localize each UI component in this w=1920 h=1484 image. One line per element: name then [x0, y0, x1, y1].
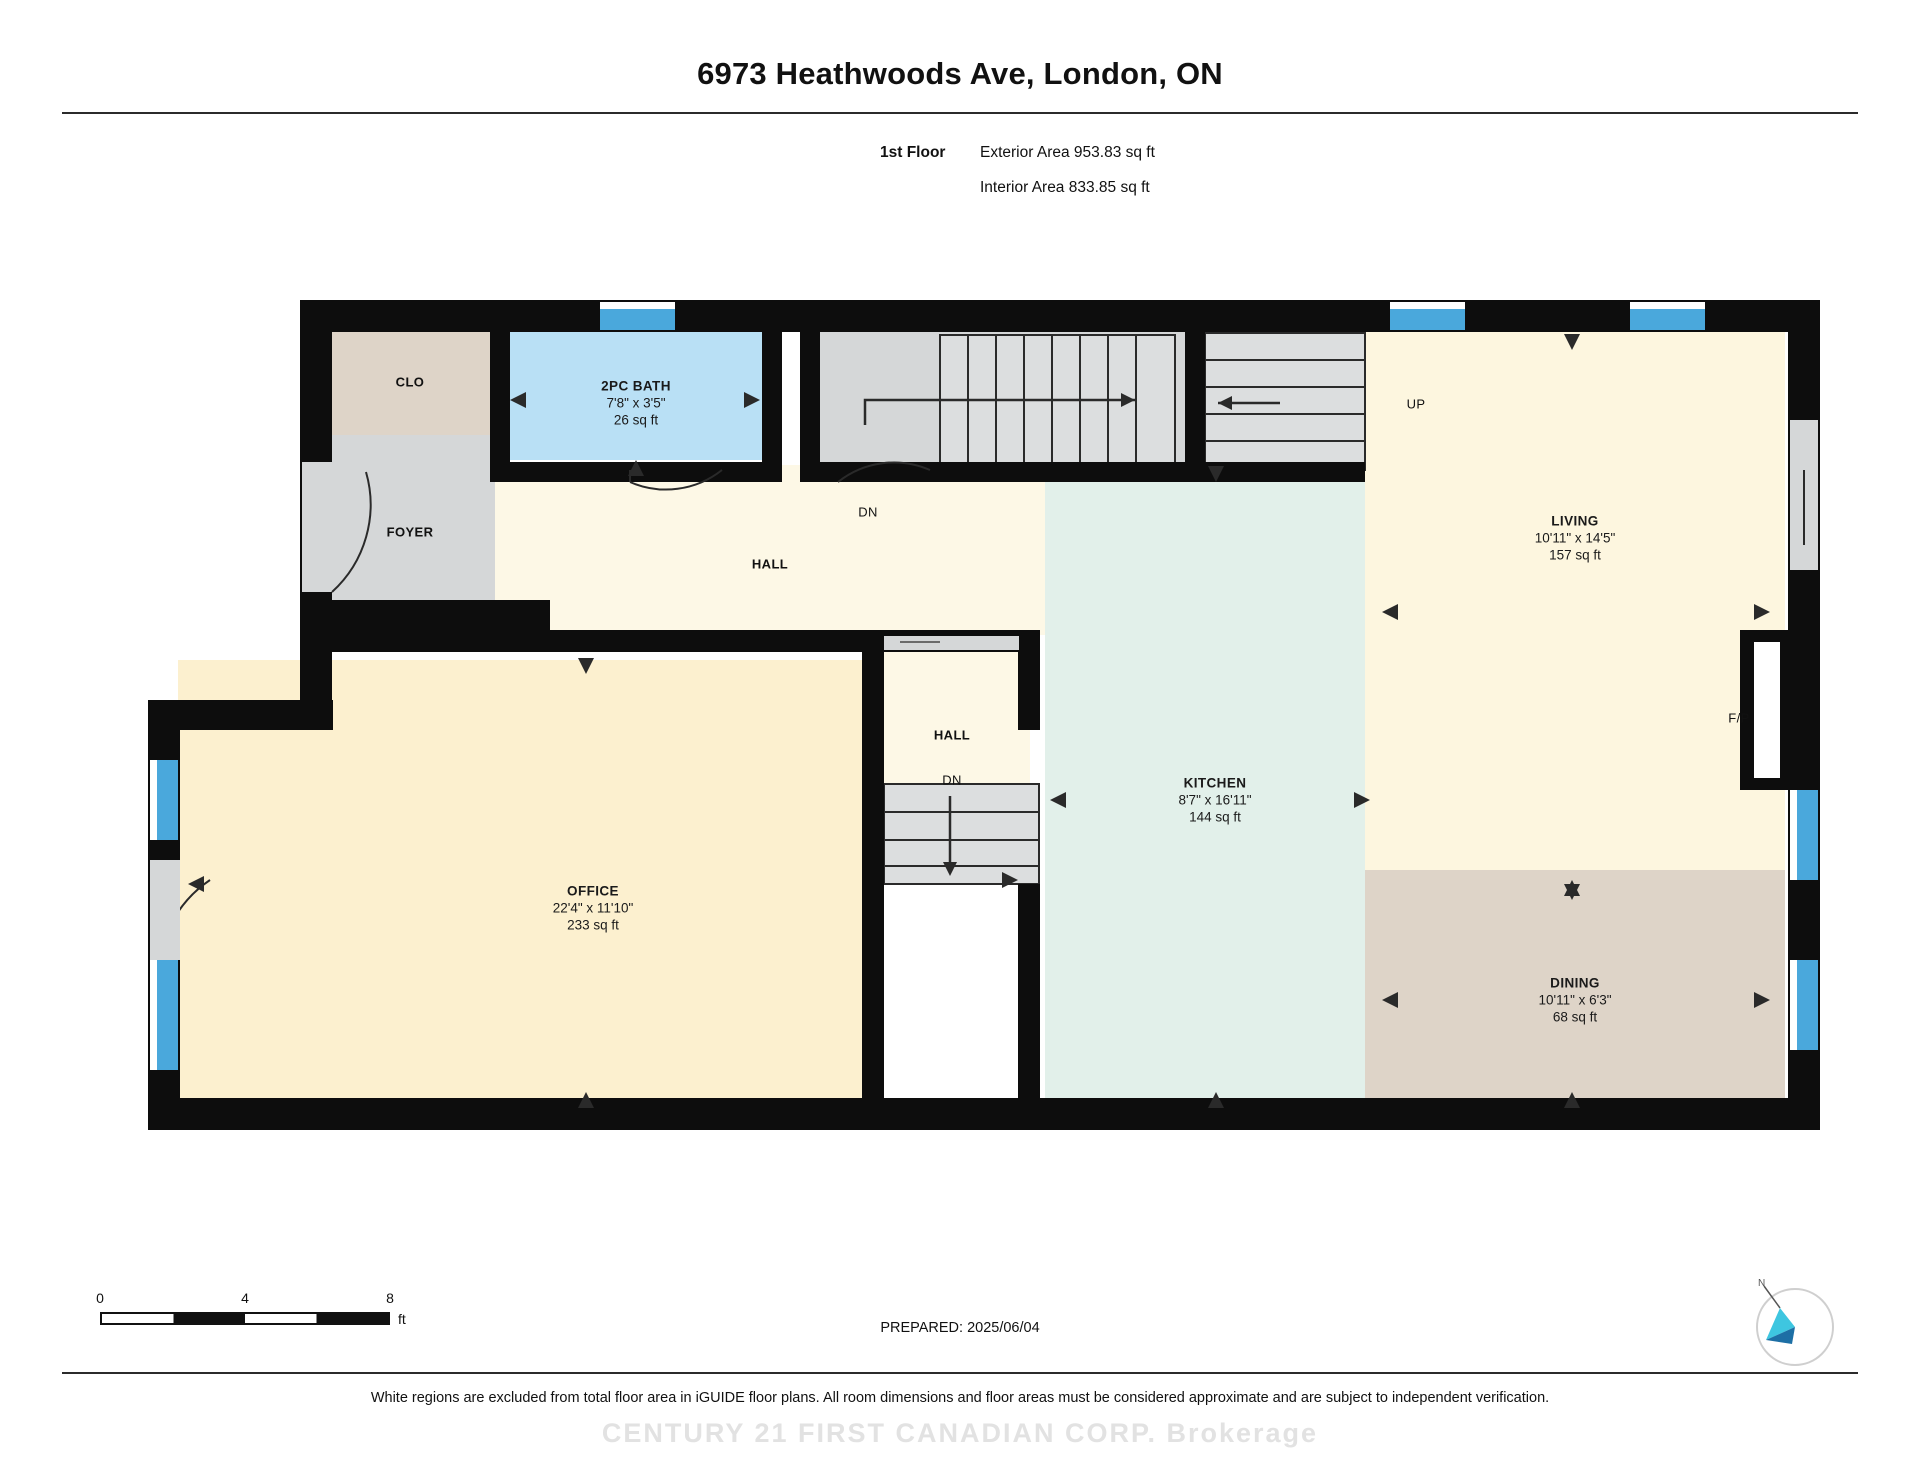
dining-area: 68 sq ft: [1552, 1009, 1598, 1025]
room-label-hall-mid: HALL: [933, 727, 971, 743]
disclaimer-text: White regions are excluded from total floor area in iGUIDE floor plans. All room dimensions and floor areas must be considered approximate and are subject to independent verification.: [370, 1390, 1550, 1406]
office-name: OFFICE: [567, 883, 619, 899]
room-label-hall-upper: HALL: [751, 556, 789, 572]
kitchen-dims: 8'7" x 16'11": [1178, 792, 1252, 808]
bath-name: 2PC BATH: [601, 378, 671, 394]
living-name: LIVING: [1551, 513, 1599, 529]
kitchen-area: 144 sq ft: [1189, 809, 1241, 825]
fireplace-annotation: F/P: [1728, 710, 1750, 726]
room-label-clo: CLO: [395, 374, 425, 390]
room-fill-living: [1365, 320, 1785, 870]
kitchen-name: KITCHEN: [1183, 775, 1247, 791]
fireplace-icon: [1752, 640, 1782, 780]
living-dims: 10'11" x 14'5": [1534, 530, 1616, 546]
dining-name: DINING: [1550, 975, 1600, 991]
bath-area: 26 sq ft: [613, 412, 659, 428]
bath-dims: 7'8" x 3'5": [606, 395, 666, 411]
compass-rose: [1740, 1272, 1850, 1382]
scale-ticks: [96, 1290, 420, 1308]
interior-area-value: Interior Area 833.85 sq ft: [980, 179, 1150, 196]
stair-annotation-dn-mid: DN: [942, 772, 962, 788]
room-label-foyer: FOYER: [386, 524, 434, 540]
room-fill-dining: [1365, 870, 1785, 1120]
brokerage-watermark: CENTURY 21 FIRST CANADIAN CORP. Brokerage: [601, 1418, 1319, 1448]
living-area: 157 sq ft: [1549, 547, 1601, 563]
office-dims: 22'4" x 11'10": [552, 900, 634, 916]
stairs-down-mid: [884, 784, 1039, 884]
footer-divider: [62, 1372, 1858, 1374]
floor-label: 1st Floor: [880, 144, 946, 161]
exterior-area-value: Exterior Area 953.83 sq ft: [980, 144, 1155, 161]
scale-tick-0: 0: [96, 1290, 104, 1306]
office-area: 233 sq ft: [567, 917, 619, 933]
room-fill-bath: [500, 330, 770, 460]
stair-annotation-up: UP: [1406, 396, 1426, 412]
scale-unit: ft: [398, 1311, 406, 1327]
stairs-up: [1205, 333, 1365, 470]
compass-north-label: N: [1758, 1278, 1766, 1289]
prepared-date: PREPARED: 2025/06/04: [880, 1320, 1040, 1336]
scale-tick-4: 4: [241, 1290, 249, 1306]
page-title: 6973 Heathwoods Ave, London, ON: [697, 56, 1223, 91]
stair-annotation-dn-top: DN: [858, 504, 878, 520]
dining-dims: 10'11" x 6'3": [1538, 992, 1612, 1008]
scale-tick-8: 8: [386, 1290, 394, 1306]
